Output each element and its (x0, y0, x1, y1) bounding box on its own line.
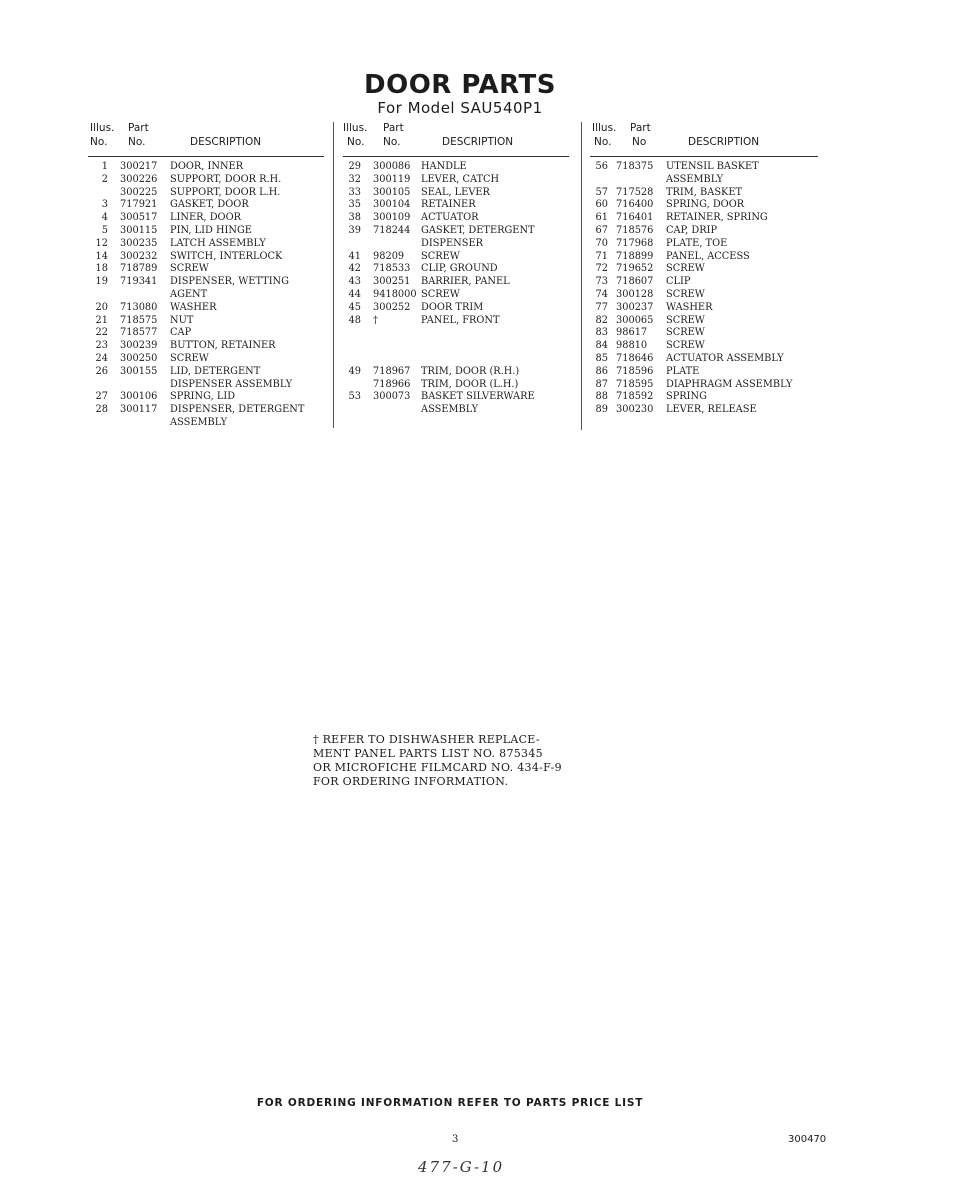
part-description: CLIP, GROUND (421, 263, 498, 275)
part-number: 300106 (120, 391, 158, 403)
part-description: SWITCH, INTERLOCK (170, 250, 283, 262)
part-description: TRIM, DOOR (R.H.) (421, 365, 520, 377)
illus-number: 85 (595, 352, 608, 364)
page-title: DOOR PARTS (364, 70, 556, 100)
header-rule (343, 156, 569, 157)
part-description: UTENSIL BASKET (666, 161, 759, 172)
part-description: WASHER (170, 301, 217, 313)
part-number: 717968 (616, 237, 654, 249)
illus-number: 61 (595, 212, 608, 224)
part-number: 300235 (120, 237, 158, 249)
header-part-no: No. (128, 136, 146, 148)
part-description: LEVER, CATCH (421, 173, 500, 185)
part-description: TRIM, BASKET (666, 186, 743, 198)
illus-number: 28 (95, 404, 108, 416)
part-description: SPRING, DOOR (666, 199, 745, 211)
part-description: DISPENSER, DETERGENT (170, 404, 305, 416)
part-description: DISPENSER (421, 237, 483, 249)
parts-column-3 (590, 122, 830, 416)
part-number: 300226 (120, 173, 158, 185)
handwritten-note: 477-G-10 (418, 1158, 505, 1176)
part-number: 300073 (373, 391, 411, 403)
part-description: ASSEMBLY (421, 404, 479, 416)
part-number: 9418000 (373, 288, 417, 300)
illus-number: 18 (95, 263, 108, 275)
part-description: HANDLE (421, 161, 467, 172)
part-description: ACTUATOR (421, 212, 479, 224)
illus-number: 53 (348, 391, 361, 403)
header-description: DESCRIPTION (190, 136, 262, 148)
illus-number: 72 (595, 263, 608, 275)
part-description: DOOR TRIM (421, 301, 484, 313)
part-description: AGENT (170, 288, 208, 300)
illus-number: 82 (595, 314, 608, 326)
part-description: PANEL, FRONT (421, 314, 500, 326)
illus-number: 88 (595, 391, 608, 403)
part-number: 300105 (373, 186, 411, 198)
illus-number: 49 (348, 365, 361, 377)
part-description: SCREW (421, 250, 460, 262)
part-description: PANEL, ACCESS (666, 250, 750, 262)
part-number: 300517 (120, 212, 158, 224)
part-description: DISPENSER ASSEMBLY (170, 378, 293, 390)
part-description: GASKET, DOOR (170, 199, 249, 211)
part-description: CAP, DRIP (666, 224, 718, 236)
part-number: 98617 (616, 327, 648, 339)
illus-number: 77 (595, 301, 608, 313)
illus-number: 71 (595, 250, 608, 262)
part-number: 718533 (373, 263, 411, 275)
part-description: PLATE (666, 365, 700, 377)
header-illus: Illus. (90, 122, 115, 134)
column-divider-1 (333, 122, 334, 428)
part-description: SPRING (666, 391, 707, 403)
part-number: 718575 (120, 314, 158, 326)
illus-number: 45 (348, 301, 361, 313)
part-number: † (373, 314, 378, 326)
part-number: 718375 (616, 161, 654, 172)
illus-number: 38 (348, 212, 361, 224)
document-number: 300470 (788, 1134, 827, 1145)
footnote-line: MENT PANEL PARTS LIST NO. 875345 (313, 747, 543, 760)
illus-number: 19 (95, 276, 108, 288)
illus-number: 12 (95, 237, 108, 249)
part-description: SUPPORT, DOOR R.H. (170, 173, 282, 185)
header-illus: Illus. (343, 122, 368, 134)
part-number: 718967 (373, 365, 411, 377)
part-number: 98209 (373, 250, 405, 262)
part-description: SEAL, LEVER (421, 186, 490, 198)
header-part: Part (383, 122, 404, 134)
illus-number: 42 (348, 263, 361, 275)
illus-number: 24 (95, 352, 108, 364)
illus-number: 83 (595, 327, 608, 339)
illus-number: 56 (595, 161, 608, 172)
part-number: 718646 (616, 352, 654, 364)
part-number: 718789 (120, 263, 158, 275)
illus-number: 44 (348, 288, 361, 300)
illus-number: 22 (95, 327, 108, 339)
part-number: 718576 (616, 224, 654, 236)
part-description: WASHER (666, 301, 713, 313)
illus-number: 87 (595, 378, 608, 390)
illus-number: 89 (595, 404, 608, 416)
part-number: 300086 (373, 161, 411, 172)
part-number: 718577 (120, 327, 158, 339)
part-number: 300225 (120, 186, 158, 198)
part-description: SCREW (666, 263, 705, 275)
part-number: 300065 (616, 314, 654, 326)
part-number: 300117 (120, 404, 158, 416)
header-part: Part (128, 122, 149, 134)
part-description: CLIP (666, 276, 691, 288)
part-description: SUPPORT, DOOR L.H. (170, 186, 281, 198)
header-rule (590, 156, 818, 157)
parts-column-1 (88, 122, 328, 428)
part-description: PIN, LID HINGE (170, 224, 252, 236)
part-description: LEVER, RELEASE (666, 404, 757, 416)
header-part-no: No. (383, 136, 401, 148)
illus-number: 84 (595, 340, 608, 352)
header-illus: Illus. (592, 122, 617, 134)
part-description: SCREW (666, 340, 705, 352)
part-description: TRIM, DOOR (L.H.) (421, 378, 519, 390)
part-description: NUT (170, 314, 194, 326)
header-illus-no: No. (347, 136, 365, 148)
part-number: 300250 (120, 352, 158, 364)
illus-number: 4 (101, 212, 108, 224)
header-rule (88, 156, 324, 157)
header-illus-no: No. (90, 136, 108, 148)
part-number: 300119 (373, 173, 411, 185)
part-description: BASKET SILVERWARE (421, 391, 535, 403)
part-description: ASSEMBLY (666, 173, 724, 185)
part-number: 718596 (616, 365, 654, 377)
footnote-line: OR MICROFICHE FILMCARD NO. 434-F-9 (313, 761, 562, 774)
part-description: BARRIER, PANEL (421, 276, 510, 288)
illus-number: 41 (348, 250, 361, 262)
illus-number: 86 (595, 365, 608, 377)
part-number: 300115 (120, 224, 158, 236)
illus-number: 23 (95, 340, 108, 352)
part-description: SCREW (421, 288, 460, 300)
illus-number: 35 (348, 199, 361, 211)
part-number: 300230 (616, 404, 654, 416)
header-description: DESCRIPTION (442, 136, 514, 148)
illus-number: 21 (95, 314, 108, 326)
part-number: 98810 (616, 340, 648, 352)
illus-number: 2 (101, 173, 108, 185)
illus-number: 26 (95, 365, 108, 377)
part-number: 300217 (120, 161, 158, 172)
part-number: 300104 (373, 199, 411, 211)
part-description: ACTUATOR ASSEMBLY (666, 352, 784, 364)
part-description: BUTTON, RETAINER (170, 340, 276, 352)
part-number: 719341 (120, 276, 158, 288)
part-description: GASKET, DETERGENT (421, 224, 535, 236)
part-description: DISPENSER, WETTING (170, 276, 289, 288)
ordering-note: FOR ORDERING INFORMATION REFER TO PARTS PRICE LIST (256, 1097, 644, 1109)
part-number: 300109 (373, 212, 411, 224)
illus-number: 20 (95, 301, 108, 313)
header-description: DESCRIPTION (688, 136, 760, 148)
header-illus-no: No. (594, 136, 612, 148)
part-number: 300155 (120, 365, 158, 377)
part-description: DIAPHRAGM ASSEMBLY (666, 378, 793, 390)
part-description: ASSEMBLY (170, 416, 228, 428)
part-number: 718595 (616, 378, 654, 390)
part-description: SPRING, LID (170, 391, 236, 403)
part-number: 718899 (616, 250, 654, 262)
illus-number: 67 (595, 224, 608, 236)
illus-number: 27 (95, 391, 108, 403)
illus-number: 74 (595, 288, 608, 300)
part-number: 713080 (120, 301, 158, 313)
illus-number: 60 (595, 199, 608, 211)
part-description: LATCH ASSEMBLY (170, 237, 266, 249)
part-description: RETAINER (421, 199, 476, 211)
header-part: Part (630, 122, 651, 134)
column-divider-2 (581, 122, 582, 430)
parts-column-2 (343, 122, 583, 416)
illus-number: 43 (348, 276, 361, 288)
part-description: PLATE, TOE (666, 237, 728, 249)
illus-number: 32 (348, 173, 361, 185)
part-description: SCREW (666, 314, 705, 326)
part-description: LID, DETERGENT (170, 365, 261, 377)
illus-number: 14 (95, 250, 108, 262)
part-number: 300252 (373, 301, 411, 313)
illus-number: 33 (348, 186, 361, 198)
part-description: DOOR, INNER (170, 161, 244, 172)
footnote-line: † REFER TO DISHWASHER REPLACE- (313, 733, 540, 746)
part-number: 300251 (373, 276, 411, 288)
part-description: SCREW (170, 263, 209, 275)
part-number: 719652 (616, 263, 654, 275)
part-number: 718966 (373, 378, 411, 390)
part-description: LINER, DOOR (170, 212, 241, 224)
part-number: 300237 (616, 301, 654, 313)
illus-number: 29 (348, 161, 361, 172)
part-description: RETAINER, SPRING (666, 212, 768, 224)
part-number: 716401 (616, 212, 654, 224)
illus-number: 73 (595, 276, 608, 288)
illus-number: 1 (101, 161, 108, 172)
part-number: 718244 (373, 224, 411, 236)
footnote-line: FOR ORDERING INFORMATION. (313, 775, 509, 788)
part-description: CAP (170, 327, 192, 339)
part-description: SCREW (170, 352, 209, 364)
part-description: SCREW (666, 327, 705, 339)
illus-number: 57 (595, 186, 608, 198)
illus-number: 39 (348, 224, 361, 236)
part-number: 718592 (616, 391, 654, 403)
part-number: 300239 (120, 340, 158, 352)
illus-number: 70 (595, 237, 608, 249)
page-number: 3 (452, 1134, 459, 1145)
illus-number: 48 (348, 314, 361, 326)
part-number: 717921 (120, 199, 158, 211)
part-number: 716400 (616, 199, 654, 211)
illus-number: 3 (101, 199, 108, 211)
part-number: 717528 (616, 186, 654, 198)
part-number: 300232 (120, 250, 158, 262)
part-description: SCREW (666, 288, 705, 300)
part-number: 718607 (616, 276, 654, 288)
illus-number: 5 (101, 224, 108, 236)
page-subtitle: For Model SAU540P1 (377, 99, 543, 117)
part-number: 300128 (616, 288, 654, 300)
header-part-no: No (632, 136, 647, 148)
footnote (313, 733, 613, 789)
